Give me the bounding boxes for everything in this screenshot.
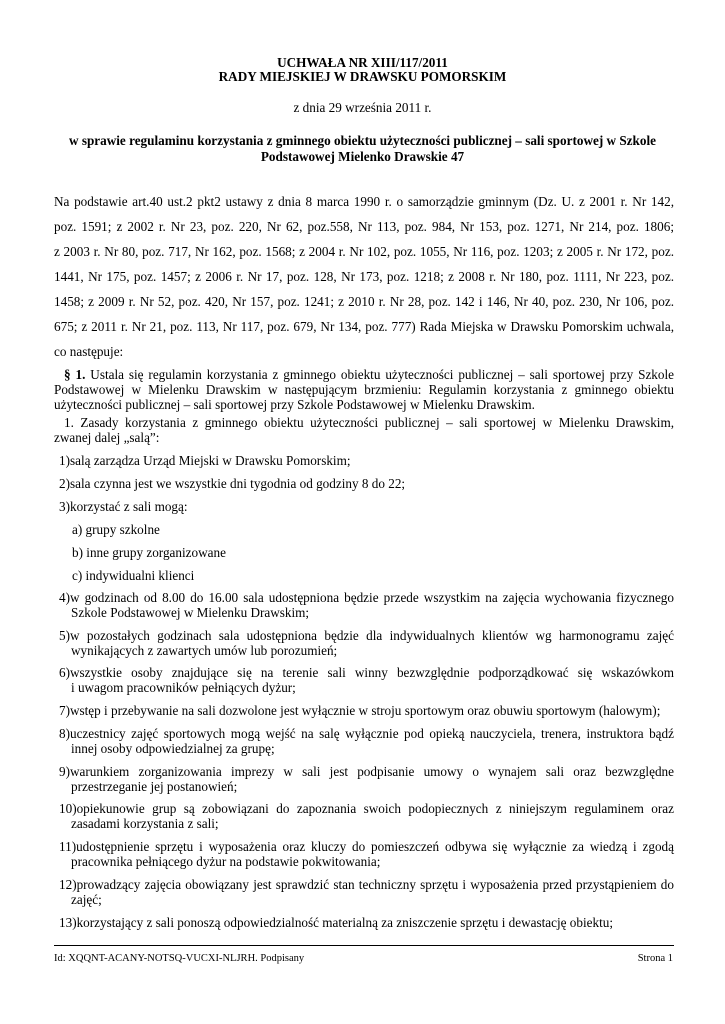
- section-marker: § 1.: [64, 367, 86, 382]
- point-1-line: zwanej dalej „salą”:: [54, 430, 160, 445]
- rule-item: 1)salą zarządza Urząd Miejski w Drawsku Pomorskim;: [59, 453, 351, 468]
- rule-item: 3)korzystać z sali mogą:: [59, 499, 188, 514]
- point-1-paragraph: [54, 415, 674, 445]
- rule-subitem: b) inne grupy zorganizowane: [72, 545, 226, 560]
- rule-item: 10)opiekunowie grup są zobowiązani do zapoznania swoich podopiecznych z niniejszym regulaminem oraz zasadami korzystania z sali;: [59, 801, 674, 831]
- document-id: Id: XQQNT-ACANY-NOTSQ-VUCXI-NLJRH. Podpisany: [54, 953, 305, 964]
- legal-basis-line: Na podstawie art.40 ust.2 pkt2 ustawy z dnia 8 marca 1990 r. o samorządzie gminnym (Dz. U. z 2001 r. Nr 142,: [54, 194, 674, 209]
- resolution-title: UCHWAŁA NR XIII/117/2011: [277, 55, 448, 70]
- subject-line-2: Podstawowej Mielenko Drawskie 47: [260, 149, 465, 164]
- legal-basis-line: 1441, Nr 175, poz. 1457; z 2006 r. Nr 17, poz. 128, Nr 173, poz. 1218; z 2008 r. Nr 180, poz. 1111, Nr 223, poz.: [54, 269, 674, 284]
- legal-basis-line: 675; z 2011 r. Nr 21, poz. 113, Nr 117, poz. 679, Nr 134, poz. 777) Rada Miejska w Drawsku Pomorskim uchwala,: [54, 319, 674, 334]
- section-1-line: § 1. Ustala się regulamin korzystania z gminnego obiektu użyteczności publicznej – sali sportowej przy Szkole: [64, 367, 675, 382]
- section-1-line: użyteczności publicznej – sali sportowej przy Szkole Podstawowej w Mielenku Drawskim.: [54, 397, 535, 412]
- legal-basis-line: z 2003 r. Nr 80, poz. 717, Nr 162, poz. 1568; z 2004 r. Nr 102, poz. 1055, Nr 116, poz. 1203; z 2005 r. Nr 172, poz.: [54, 244, 674, 259]
- rule-item: 7)wstęp i przebywanie na sali dozwolone jest wyłącznie w stroju sportowym oraz obuwiu sportowym (halowym);: [59, 703, 661, 718]
- rule-item: 13)korzystający z sali ponoszą odpowiedzialność materialną za zniszczenie sprzętu i dewastację obiektu;: [59, 915, 614, 930]
- legal-basis-line: poz. 1591; z 2002 r. Nr 23, poz. 220, Nr 62, poz.558, Nr 113, poz. 984, Nr 153, poz. 1271, Nr 214, poz. 1806;: [54, 219, 674, 234]
- rule-item: 6)wszystkie osoby znajdujące się na terenie sali winny bezwzględnie podporządkować się wskazówkom i uwagom pracowników pełniących dyżur;: [59, 665, 674, 695]
- point-1-line: 1. Zasady korzystania z gminnego obiektu użyteczności publicznej – sali sportowej w Mielenku Drawskim,: [64, 415, 674, 430]
- footer-divider: [54, 945, 674, 946]
- rule-item: 8)uczestnicy zajęć sportowych mogą wejść na salę wyłącznie pod opieką nauczyciela, trenera, instruktora bądź innej osoby odpowiedzialnej za grupę;: [59, 726, 674, 756]
- section-1-line: Podstawowej w Mielenku Drawskim w następującym brzmieniu: Regulamin korzystania z gminnego obiektu: [54, 382, 674, 397]
- resolution-date: z dnia 29 września 2011 r.: [293, 100, 432, 115]
- rule-item: 5)w pozostałych godzinach sala udostępniona będzie dla indywidualnych klientów wg harmonogramu zajęć wynikających z zawartych umów lub porozumień;: [59, 628, 674, 658]
- rule-item: 12)prowadzący zajęcia obowiązany jest sprawdzić stan techniczny sprzętu i wyposażenia przed przystąpieniem do zajęć;: [59, 877, 674, 907]
- rule-item: 9)warunkiem zorganizowania imprezy w sali jest podpisanie umowy o wynajem sali oraz bezwzględne przestrzeganie jej postanowień;: [59, 764, 674, 794]
- rule-item: 4)w godzinach od 8.00 do 16.00 sala udostępniona będzie przede wszystkim na zajęcia wychowania fizycznego Szkole Podstawowej w Mielenku Drawskim;: [59, 590, 674, 620]
- rule-subitem: a) grupy szkolne: [72, 522, 160, 537]
- page-number: Strona 1: [637, 953, 673, 964]
- rule-item: 2)sala czynna jest we wszystkie dni tygodnia od godziny 8 do 22;: [59, 476, 406, 491]
- legal-basis-line: 1458; z 2009 r. Nr 52, poz. 420, Nr 157, poz. 1241; z 2010 r. Nr 28, poz. 142 i 146, Nr 40, poz. 230, Nr 106, poz.: [54, 294, 674, 309]
- subject-line-1: w sprawie regulaminu korzystania z gminnego obiektu użyteczności publicznej – sali sportowej w Szkole: [69, 133, 656, 148]
- legal-basis-line: co następuje:: [54, 344, 124, 359]
- section-1-paragraph: [54, 367, 674, 412]
- rule-subitem: c) indywidualni klienci: [72, 568, 195, 583]
- rule-item: 11)udostępnienie sprzętu i wyposażenia oraz kluczy do pomieszczeń odbywa się wyłącznie za wiedzą i zgodą pracownika pełniącego dyżur na podstawie pokwitowania;: [59, 839, 674, 869]
- council-name: RADY MIEJSKIEJ W DRAWSKU POMORSKIM: [218, 69, 507, 84]
